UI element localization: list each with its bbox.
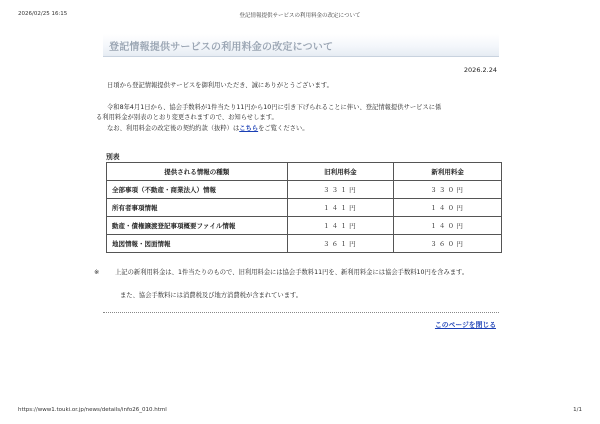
row-old-fee: ３６１円 — [287, 235, 394, 253]
note-text-1: 上記の新利用料金は、1件当たりのもので、旧利用料金には協会手数料11円を、新利用料金には協会手数料10円を含みます。 — [115, 269, 469, 276]
table-header-row — [107, 163, 502, 181]
print-doc-title: 登記情報提供サービスの利用料金の改定について — [239, 13, 361, 19]
header-old-fee: 旧利用料金 — [287, 163, 394, 181]
print-datetime: 2026/02/25 16:15 — [18, 11, 68, 17]
greeting-paragraph: 日頃から登記情報提供サービスを御利用いただき、誠にありがとうございます。 — [107, 82, 333, 89]
row-old-fee: １４１円 — [287, 199, 394, 217]
note-mark: ※ — [94, 269, 100, 276]
close-page-link[interactable]: このページを閉じる — [434, 321, 496, 329]
fee-table — [106, 162, 502, 253]
print-page-number: 1/1 — [573, 407, 582, 413]
row-item: 全部事項（不動産・商業法人）情報 — [107, 181, 288, 199]
announcement-line-1: 令和8年4月1日から、協会手数料が1件当たり11円から10円に引き下げられることに伴い、登記情報提供サービスに係 — [107, 104, 442, 111]
table-row — [107, 217, 502, 235]
row-new-fee: ３６０円 — [394, 235, 502, 253]
title-bar — [103, 34, 499, 57]
fee-note — [94, 268, 504, 278]
terms-link[interactable]: こちら — [239, 125, 259, 132]
row-new-fee: ３３０円 — [394, 181, 502, 199]
announcement-line-2: る利用料金が別表のとおり変更されますので、お知らせします。 — [96, 114, 278, 121]
header-info-type: 提供される情報の種類 — [107, 163, 288, 181]
note-text-2: また、協会手数料には消費税及び地方消費税が含まれています。 — [120, 292, 303, 299]
table-row — [107, 235, 502, 253]
table-row — [107, 181, 502, 199]
row-item: 動産・債権譲渡登記事項概要ファイル情報 — [107, 217, 288, 235]
divider — [103, 312, 499, 313]
header-new-fee: 新利用料金 — [394, 163, 502, 181]
print-url: https://www1.touki.or.jp/news/details/info26_010.html — [18, 407, 167, 413]
announcement-paragraph — [96, 103, 442, 123]
row-old-fee: １４１円 — [287, 217, 394, 235]
terms-paragraph — [107, 124, 309, 134]
table-row — [107, 199, 502, 217]
row-new-fee: １４０円 — [394, 217, 502, 235]
row-item: 地図情報・図面情報 — [107, 235, 288, 253]
page-title: 登記情報提供サービスの利用料金の改定について — [109, 42, 334, 53]
publish-date: 2026.2.24 — [463, 66, 497, 74]
terms-text-after: をご覧ください。 — [258, 125, 309, 132]
table-label: 別表 — [106, 153, 120, 161]
row-item: 所有者事項情報 — [107, 199, 288, 217]
row-old-fee: ３３１円 — [287, 181, 394, 199]
row-new-fee: １４０円 — [394, 199, 502, 217]
terms-text-before: なお、利用料金の改定後の契約約款（抜粋）は — [107, 125, 240, 132]
